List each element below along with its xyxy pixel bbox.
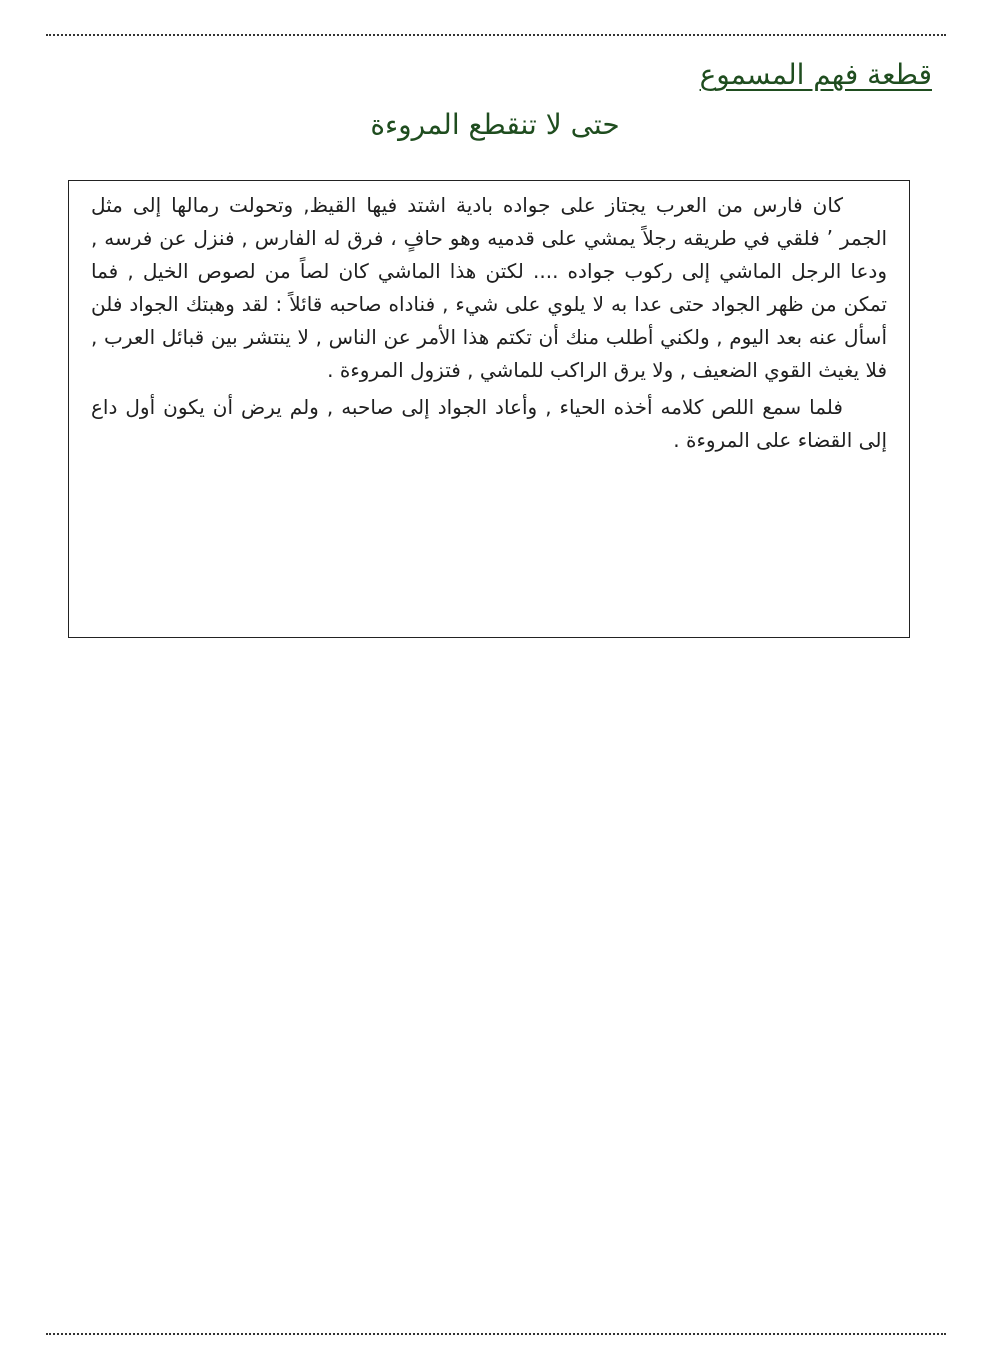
- story-title: حتى لا تنقطع المروءة: [370, 108, 620, 141]
- story-title-wrapper: [0, 108, 992, 141]
- passage-paragraph-1: كان فارس من العرب يجتاز على جواده بادية اشتد فيها القيظ, وتحولت رمالها إلى مثل الجمر ’ فلقي في طريقه رجلاً يمشي على قدميه وهو حافٍ ، فرق له الفارس , فنزل عن فرسه , ودعا الرجل الماشي إلى ركوب جواده .... لكتن هذا الماشي كان لصاً من لصوص الخيل , فما تمكن من ظهر الجواد حتى عدا به لا يلوي على شيء , فناداه صاحبه قائلاً : لقد وهبتك الجواد فلن أسأل عنه بعد اليوم , ولكني أطلب منك أن تكتم هذا الأمر عن الناس , لا ينتشر بين قبائل العرب , فلا يغيث القوي الضعيف , ولا يرق الراكب للماشي , فتزول المروءة .: [91, 193, 887, 382]
- passage-paragraph-2: فلما سمع اللص كلامه أخذه الحياء , وأعاد الجواد إلى صاحبه , ولم يرض أن يكون أول داع إلى القضاء على المروءة .: [91, 395, 887, 452]
- section-title: قطعة فهم المسموع: [699, 58, 932, 91]
- top-dotted-border: [46, 34, 946, 36]
- passage-box: [68, 180, 910, 638]
- bottom-dotted-border: [46, 1333, 946, 1335]
